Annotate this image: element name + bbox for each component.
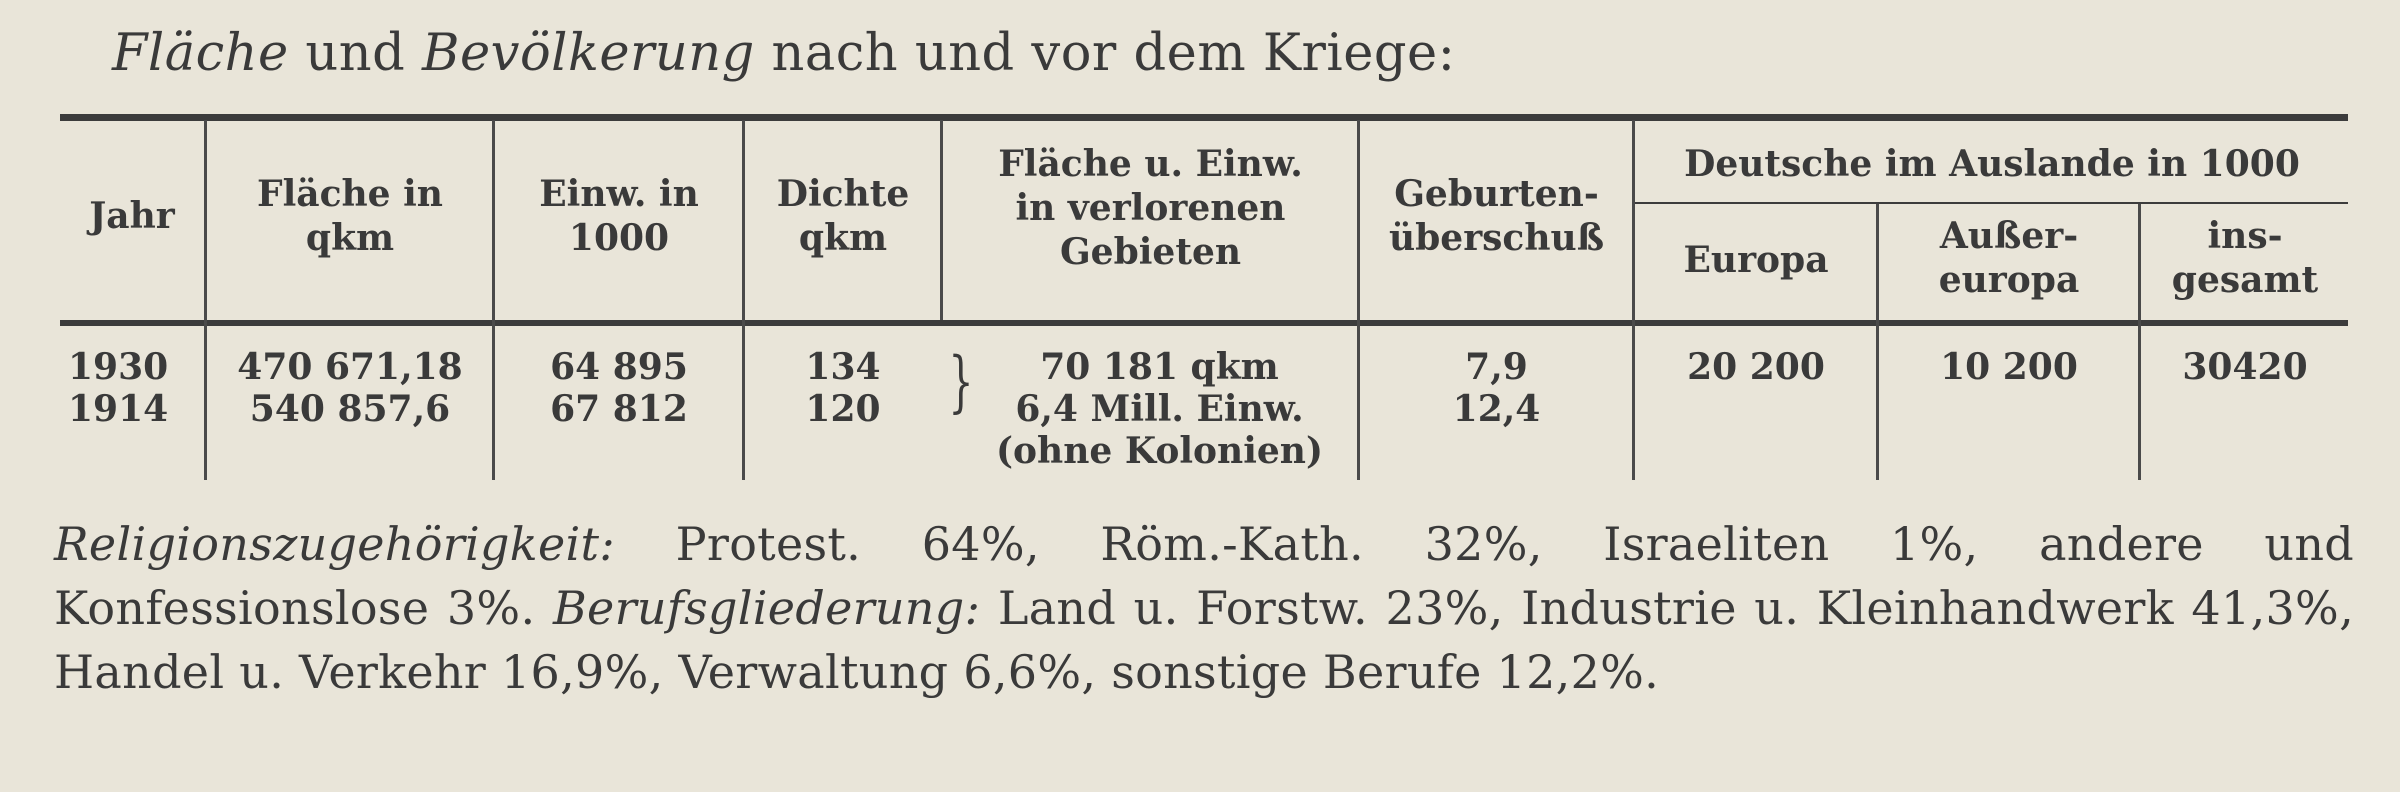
bracket-symbol: } [948,343,974,420]
header-deutsche-im-auslande: Deutsche im Auslande in 1000 [1684,143,2300,185]
header-insgesamt: ins- gesamt [2171,215,2319,301]
title-connector: und [288,24,422,83]
table-header-rule [60,320,2348,326]
table-top-rule [60,114,2348,121]
label-berufsgliederung: Berufsgliederung: [552,581,981,635]
cell-aussereuropa: 10 200 [1940,346,2078,388]
cell-geburtenueberschuss: 7,9 12,4 [1452,346,1541,430]
header-jahr: Jahr [89,195,175,237]
column-divider [2138,204,2141,480]
statistics-paragraph [54,512,2354,704]
title-rest: nach und vor dem Kriege: [754,24,1456,83]
religion-text: Protest. 64%, Röm.-Kath. 32%, Israeliten 1%, andere und Konfessionslose 3%. [54,517,2354,635]
column-divider [1876,204,1879,480]
header-dichte: Dichte qkm [776,173,910,259]
berufsgliederung-text: Land u. Forstw. 23%, Industrie u. Kleinhandwerk 41,3%, Handel u. Verkehr 16,9%, Verwaltung 6,6%, sonstige Berufe 12,2%. [54,581,2354,699]
page-title [112,24,1455,83]
header-geburtenueberschuss: Geburten- überschuß [1388,173,1605,259]
header-aussereuropa: Außer- europa [1938,215,2080,301]
header-europa: Europa [1683,239,1829,281]
column-divider [940,120,943,320]
column-divider [1632,120,1635,480]
cell-jahr: 1930 1914 [68,346,169,430]
header-flaeche: Fläche in qkm [257,173,443,259]
title-italic-flaeche: Fläche [112,24,289,83]
title-italic-bevoelkerung: Bevölkerung [421,24,755,83]
cell-flaeche: 470 671,18 540 857,6 [237,346,463,430]
cell-dichte: 134 120 [805,346,881,430]
header-einwohner: Einw. in 1000 [539,173,699,259]
cell-einwohner: 64 895 67 812 [550,346,688,430]
label-religion: Religionszugehörigkeit: [54,517,616,571]
column-divider [742,120,745,480]
column-divider [1357,120,1360,480]
cell-insgesamt: 30420 [2182,346,2308,388]
subheader-rule [1632,202,2348,204]
column-divider [204,120,207,480]
header-verlorene-gebiete: Fläche u. Einw. in verlorenen Gebieten [998,143,1303,273]
cell-verlorene-gebiete: 70 181 qkm 6,4 Mill. Einw. (ohne Kolonien) [996,346,1323,472]
column-divider [492,120,495,480]
cell-europa: 20 200 [1687,346,1825,388]
